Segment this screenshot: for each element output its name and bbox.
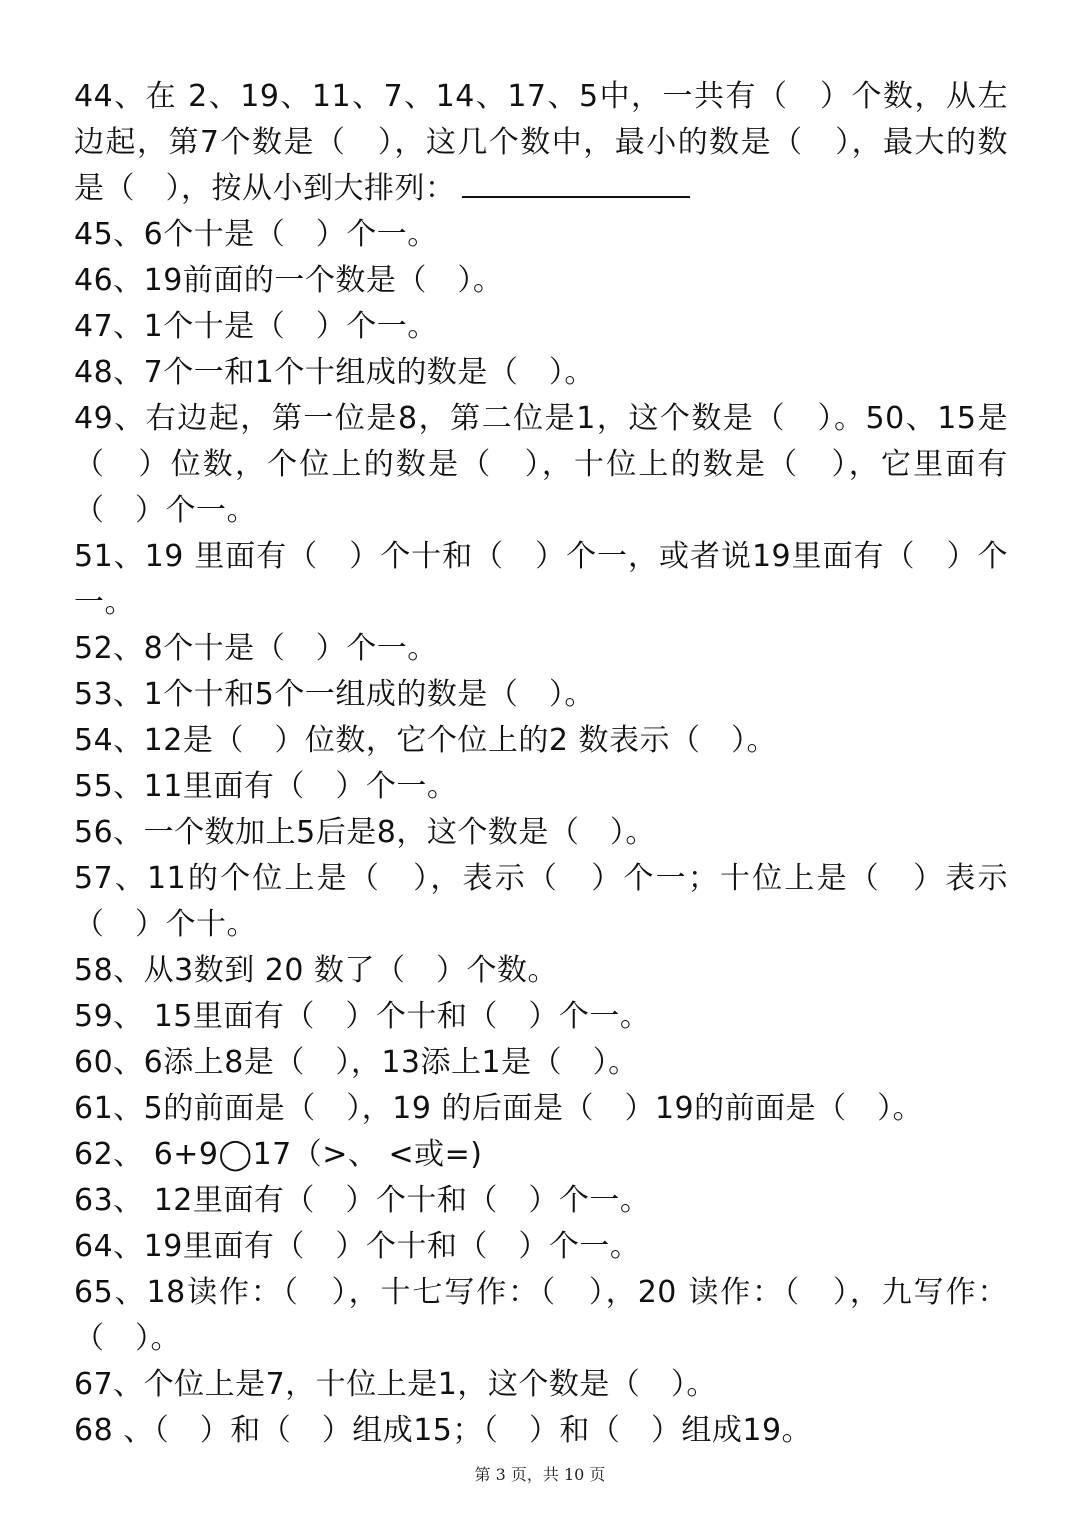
- question-44-text: 44、在 2、19、11、7、14、17、5中，一共有（ ）个数，从左边起，第7个数是（ ），这几个数中，最小的数是（ ），最大的数是（ ），按从小到大排列：: [74, 79, 1008, 206]
- question-51: 51、19 里面有（ ）个十和（ ）个一，或者说19里面有（ ）个一。: [74, 539, 1008, 620]
- question-65: 65、18读作：（ ），十七写作：（ ），20 读作：（ ），九写作：（ ）。: [74, 1275, 1008, 1356]
- question-59: 59、 15里面有（ ）个十和（ ）个一。: [74, 999, 651, 1034]
- page-footer: 第 3 页，共 10 页: [474, 1465, 606, 1484]
- question-53: 53、1个十和5个一组成的数是（ ）。: [74, 677, 595, 712]
- question-67: 67、个位上是7，十位上是1，这个数是（ ）。: [74, 1367, 717, 1402]
- answer-line: [462, 168, 690, 198]
- question-68: 68 、（ ）和（ ）组成15；（ ）和（ ）组成19。: [74, 1413, 813, 1448]
- question-61: 61、5的前面是（ ），19 的后面是（ ）19的前面是（ ）。: [74, 1091, 924, 1126]
- question-55: 55、11里面有（ ）个一。: [74, 769, 458, 804]
- question-46: 46、19前面的一个数是（ ）。: [74, 263, 504, 298]
- question-45: 45、6个十是（ ）个一。: [74, 217, 438, 252]
- question-47: 47、1个十是（ ）个一。: [74, 309, 438, 344]
- question-57: 57、11的个位上是（ ），表示（ ）个一；十位上是（ ）表示（ ）个十。: [74, 861, 1008, 942]
- worksheet-content: [74, 74, 1008, 1454]
- question-44: [74, 74, 1008, 212]
- question-48: 48、7个一和1个十组成的数是（ ）。: [74, 355, 595, 390]
- question-49-50: 49、右边起，第一位是8，第二位是1，这个数是（ ）。50、15是（ ）位数，个位上的数是（ ），十位上的数是（ ），它里面有（ ）个一。: [74, 401, 1008, 528]
- question-62: 62、 6+9◯17（>、 <或=): [74, 1137, 483, 1172]
- question-58: 58、从3数到 20 数了（ ）个数。: [74, 953, 559, 988]
- question-63: 63、 12里面有（ ）个十和（ ）个一。: [74, 1183, 651, 1218]
- question-52: 52、8个十是（ ）个一。: [74, 631, 438, 666]
- question-64: 64、19里面有（ ）个十和（ ）个一。: [74, 1229, 641, 1264]
- question-60: 60、6添上8是（ ），13添上1是（ ）。: [74, 1045, 639, 1080]
- question-56: 56、一个数加上5后是8，这个数是（ ）。: [74, 815, 656, 850]
- question-54: 54、12是（ ）位数，它个位上的2 数表示（ ）。: [74, 723, 777, 758]
